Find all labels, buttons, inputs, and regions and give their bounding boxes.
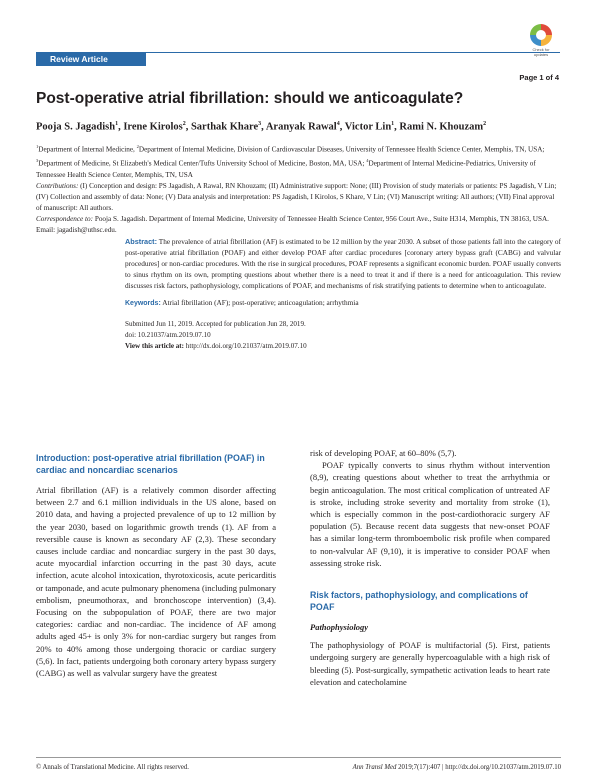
body-paragraph: POAF typically converts to sinus rhythm without intervention (8,9), creating questions about whether to treat the arrhythmia or begin anticoagulation. The most critical complication of untreated AF is stroke, including stroke severity and mortality from stroke (1), which is especially common in the post-cardiothoracic surgery AF population (5). Because recent data suggests that new-onset POAF has a similar long-term thromboembolic risk profile when compared to non-valvular AF (9,10), it is imperative to consider POAF when assessing stroke risk. xyxy=(310,460,550,568)
view-article: View this article at: http://dx.doi.org/10.21037/atm.2019.07.10 xyxy=(125,342,307,350)
header-rule xyxy=(146,52,560,66)
affiliations xyxy=(36,141,561,236)
author: Sarthak Khare xyxy=(190,121,259,133)
doi: doi: 10.21037/atm.2019.07.10 xyxy=(125,331,211,339)
body-paragraph: The pathophysiology of POAF is multifactorial (5). First, patients undergoing surgery are generally hypercoagulable with a high risk of bleeding (5). Post-surgically, sympathetic activation leads to heart rate elevation and catecholamine xyxy=(310,640,550,687)
abstract-text: Abstract: The prevalence of atrial fibrillation (AF) is estimated to be 12 million by the year 2030. A subset of those patients fall into the category of post-operative atrial fibrillation (POAF) and either develop POAF after cardiac procedures [coronary artery bypass graft (CABG) and valvular procedures] or non-cardiac procedures. With the rise in surgical procedures, POAF represents a significant economic burden. POAF usually converts to sinus rhythm on its own, prompting questions about whether there is a need to treat it and if there is a need for anticoagulation. This review discusses risk factors, pathophysiology, complications of POAF, and mechanisms of risk stratifying patients to determine when to anticoagulate. xyxy=(125,237,561,290)
body-left-column xyxy=(36,452,276,679)
crossmark-badge[interactable] xyxy=(526,24,556,60)
author-list: Pooja S. Jagadish$^1$, Irene Kirolos$^2$, Sarthak Khare$^3$, Aranyak Rawal$^4$, Victor Lin$^1$, Rami N. Khouzam$^2$ xyxy=(36,121,487,133)
crossmark-icon xyxy=(530,24,552,46)
body-paragraph: risk of developing POAF, at 60–80% (5,7). xyxy=(310,448,457,458)
article-title: Post-operative atrial fibrillation: should we anticoagulate? xyxy=(36,90,464,107)
abstract-section xyxy=(125,236,561,382)
author: Victor Lin xyxy=(344,121,392,133)
article-link[interactable]: http://dx.doi.org/10.21037/atm.2019.07.10 xyxy=(184,342,307,350)
author: Aranyak Rawal xyxy=(265,121,337,133)
author: Pooja S. Jagadish xyxy=(36,121,116,133)
crossmark-label: Check for updates xyxy=(532,47,550,57)
article-type-tag: Review Article xyxy=(36,52,146,66)
section-heading: Introduction: post-operative atrial fibrillation (POAF) in cardiac and noncardiac scenarios xyxy=(36,453,265,475)
copyright: © Annals of Translational Medicine. All rights reserved. xyxy=(36,764,189,771)
publication-dates xyxy=(125,319,561,352)
submitted-date: Submitted Jun 11, 2019. Accepted for publication Jun 28, 2019. xyxy=(125,320,306,328)
author: Irene Kirolos xyxy=(123,121,183,133)
footer-link[interactable]: | http://dx.doi.org/10.21037/atm.2019.07.10 xyxy=(442,764,561,771)
body-right-column xyxy=(310,447,550,688)
body-paragraph: Atrial fibrillation (AF) is a relatively common disorder affecting between 2.7 and 6.1 million individuals in the US alone, based on 2010 data, and having a projected prevalence of up to 12 million by the year 2030, based on logarithmic growth trends (1). AF from a reversible cause is known as secondary AF (2,3). These secondary causes include cardiac and noncardiac surgery in the past 30 days, acute myocardial infarction occurring in the past 30 days, acute infection, acute alcohol intoxication, thyrotoxicosis, acute pericarditis or tamponade, and acute pulmonary phenomena (including pulmonary embolism, pneumothorax, and bronchoscope intervention) (3,4). Focusing on the subpopulation of POAF, there are two major categories: cardiac and non-cardiac. The incidence of AF among adults aged 45+ is only 3% for non-cardiac surgery but ranges from 20% to 40% among those undergoing thoracic or cardiac surgery (5,6). In fact, patients undergoing both coronary artery bypass surgery (CABG) as well as valvular surgery have the greatest xyxy=(36,485,276,679)
contributions: Contributions: (I) Conception and design: PS Jagadish, A Rawal, RN Khouzam; (II) Administrative support: None; (III) Provision of study materials or patients: PS Jagadish, V Lin; (IV) Collection and assembly of data: None; (V) Data analysis and interpretation: PS Jagadish, I Kirolos, S Khare, V Lin; (VI) Manuscript writing: All authors; (VII) Final approval of manuscript: All authors. xyxy=(36,181,557,212)
subsection-heading: Pathophysiology xyxy=(310,622,369,633)
section-heading: Risk factors, pathophysiology, and complications of POAF xyxy=(310,590,528,613)
affiliation-list: $^1$Department of Internal Medicine, $^2$Department of Internal Medicine, Division of Cardiovascular Diseases, University of Tennessee Health Science Center, Memphis, TN, USA; $^3$Department of Medicine, St Elizabeth's Medical Center/Tufts University School of Medicine, Boston, MA, USA; $^4$Department of Internal Medicine-Pediatrics, University of Tennessee Health Science Center, Memphis, TN, USA xyxy=(36,144,545,179)
page-number: Page 1 of 4 xyxy=(519,73,559,82)
keywords: Keywords: Atrial fibrillation (AF); post-operative; anticoagulation; arrhythmia xyxy=(125,298,359,307)
author: Rami N. Khouzam xyxy=(399,121,484,133)
citation: Ann Transl Med 2019;7(17):407 | http://dx.doi.org/10.21037/atm.2019.07.10 xyxy=(352,764,561,771)
correspondence: Correspondence to: Pooja S. Jagadish. Department of Internal Medicine, University of Tennessee Health Science Center, 956 Court Ave., Suite H314, Memphis, TN 38163, USA. Email: jagadish@uthsc.edu. xyxy=(36,214,549,234)
footer-rule xyxy=(36,757,561,758)
